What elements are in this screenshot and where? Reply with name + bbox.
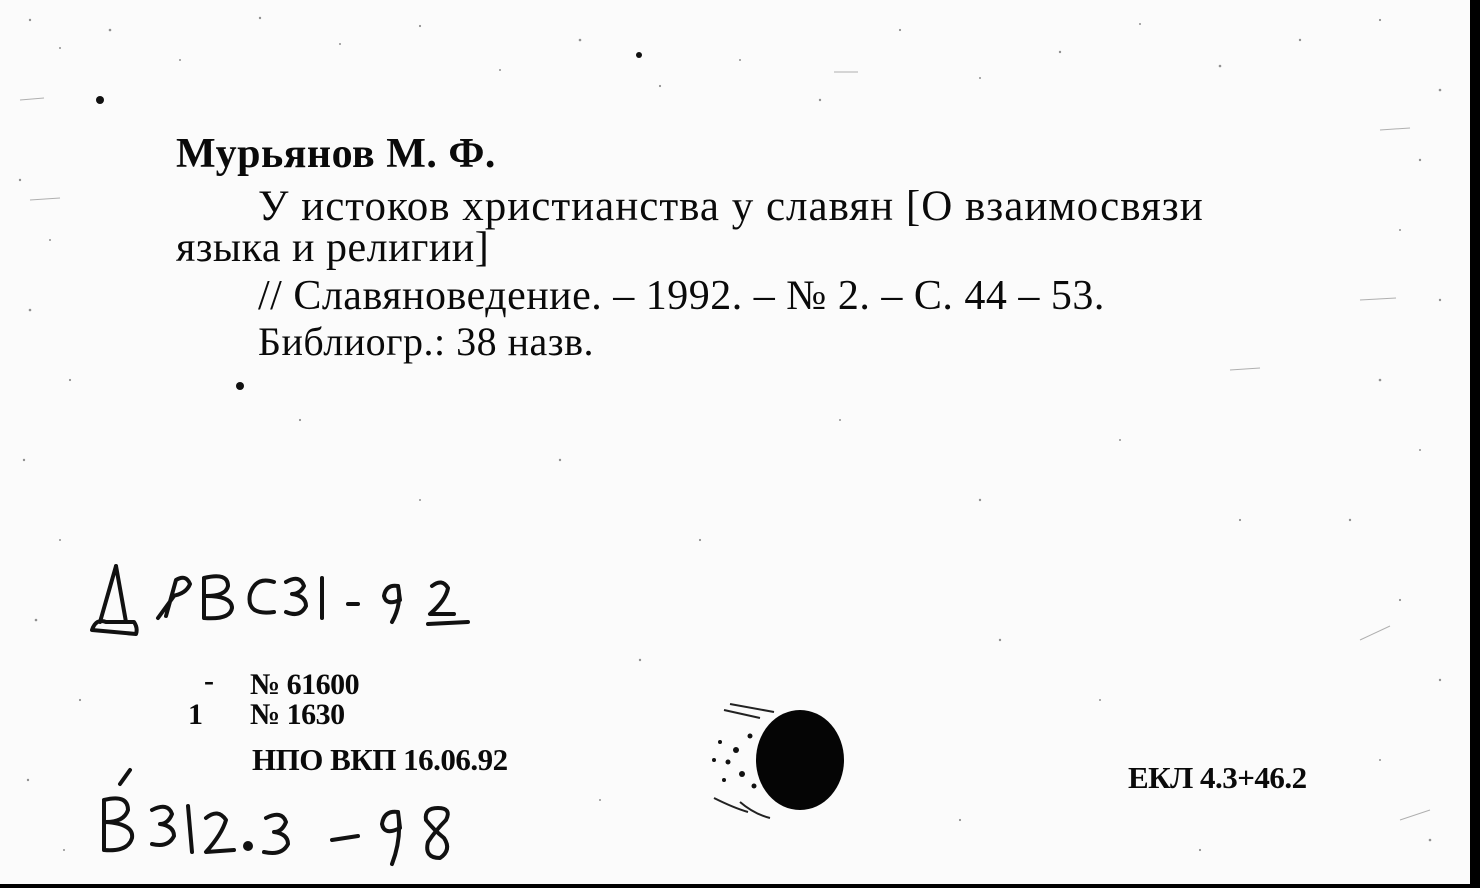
ekl-code: ЕКЛ 4.3+46.2 [1128, 760, 1307, 795]
npo-vkp-line: НПО ВКП 16.06.92 [252, 742, 508, 777]
speck [96, 96, 104, 104]
scan-edge-right [1470, 0, 1480, 888]
speck [636, 52, 642, 58]
bibliography-note: Библиогр.: 38 назв. [258, 319, 594, 364]
title-line-1: У истоков христианства у славян [О взаимосвязи [258, 183, 1204, 230]
copy-count: 1 [188, 698, 203, 731]
accession-number-1: № 61600 [250, 668, 360, 701]
dash-mark: - [204, 664, 214, 697]
accession-number-2: № 1630 [250, 698, 345, 731]
ink-blot [694, 690, 864, 830]
handwritten-code-1 [86, 556, 526, 646]
title-line-2: языка и религии] [176, 225, 490, 271]
scan-edge-bottom [0, 884, 1480, 888]
speck [236, 382, 244, 390]
handwritten-code-2 [90, 768, 490, 872]
author-name: Мурьянов М. Ф. [176, 131, 496, 177]
source-citation: // Славяноведение. – 1992. – № 2. – С. 44 – 53. [258, 273, 1105, 319]
